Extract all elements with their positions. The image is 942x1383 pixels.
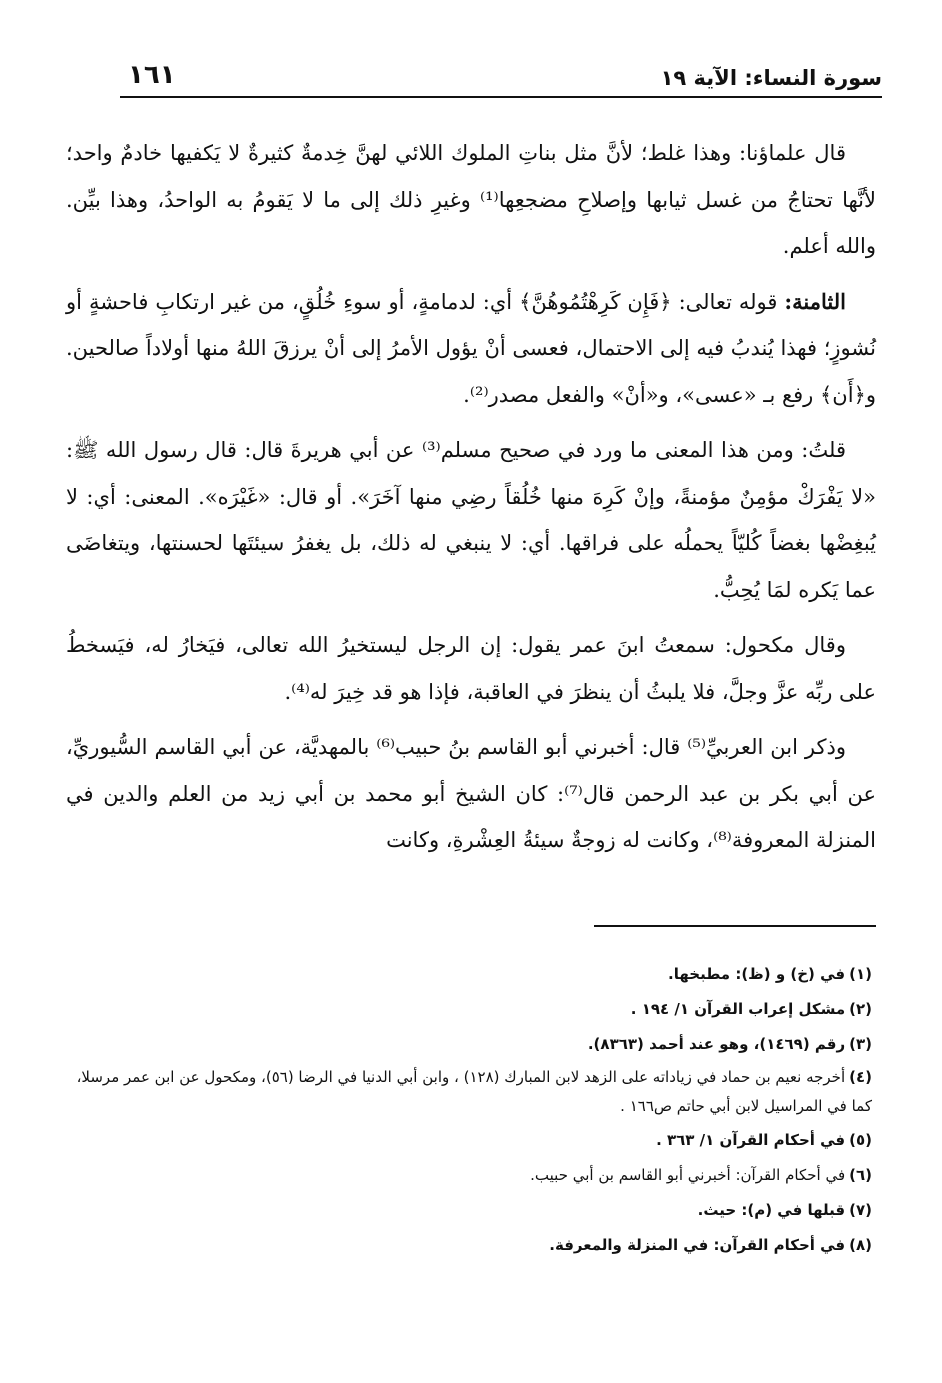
footnote-text: في أحكام القرآن: أخبرني أبو القاسم بن أبي حبيب.: [530, 1166, 846, 1184]
footnote: [66, 1194, 872, 1226]
footnote-marker: (٥): [849, 1131, 872, 1149]
paragraph: [66, 130, 876, 270]
paragraph-text: قلتُ: ومن هذا المعنى ما ورد في صحيح مسلم⁽³⁾ عن أبي هريرةَ قال: قال رسول الله ﷺ: «لا يَفْرَكْ مؤمِنٌ مؤمنةً، وإنْ كَرِهَ منها خُلُقاً رضِي منها آخَرَ». أو قال: «غَيْرَه». المعنى: أي: لا يُبغِضْها بغضاً كُليّاً يحملُه على فراقها. أي: لا ينبغي له ذلك، بل يغفرُ سيئتَها لحسنتها، ويتغاضَى عما يَكره لمَا يُحِبُّ.: [66, 438, 876, 602]
footnote: [66, 993, 872, 1025]
footnote-marker: (٦): [849, 1166, 872, 1184]
footnote: [66, 1124, 872, 1156]
paragraph: [66, 724, 876, 864]
footnote-separator: [594, 925, 876, 927]
footnote-marker: (٢): [849, 1000, 872, 1018]
footnote: [66, 1063, 872, 1121]
footnote-text: رقم (١٤٦٩)، وهو عند أحمد (٨٣٦٣).: [587, 1035, 846, 1053]
paragraph: [66, 427, 876, 613]
paragraph: [66, 622, 876, 715]
footnote: [66, 1229, 872, 1261]
footnote-text: في أحكام القرآن: في المنزلة والمعرفة.: [549, 1236, 846, 1254]
paragraph-text: وقال مكحول: سمعتُ ابنَ عمر يقول: إن الرجل ليستخيرُ الله تعالى، فيَخارُ له، فيَسخطُ على ربِّه عزَّ وجلَّ، فلا يلبثُ أن ينظرَ في العاقبة، فإذا هو قد خِيرَ له⁽⁴⁾.: [66, 633, 876, 704]
paragraph: [66, 279, 876, 419]
footnote-marker: (٣): [849, 1035, 872, 1053]
footnote-text: في أحكام القرآن ١/ ٣٦٣ .: [656, 1131, 846, 1149]
running-header: [120, 56, 882, 98]
main-text: [66, 130, 876, 873]
footnote-text: قبلها في (م): حيث.: [697, 1201, 846, 1219]
footnotes: [66, 958, 872, 1264]
footnote: [66, 1028, 872, 1060]
paragraph-text: وذكر ابن العربيِّ⁽⁵⁾ قال: أخبرني أبو القاسم بنُ حبيب⁽⁶⁾ بالمهديَّة، عن أبي القاسم السُّيوريِّ، عن أبي بكر بن عبد الرحمن قال⁽⁷⁾: كان الشيخ أبو محمد بن أبي زيد من العلم والدين في المنزلة المعروفة⁽⁸⁾، وكانت له زوجةٌ سيئةُ العِشْرةِ، وكانت: [66, 735, 877, 852]
footnote-marker: (٧): [849, 1201, 872, 1219]
footnote-marker: (٨): [849, 1236, 872, 1254]
page-number: ١٦١: [128, 60, 176, 90]
footnote-text: أخرجه نعيم بن حماد في زياداته على الزهد لابن المبارك (١٢٨) ، وابن أبي الدنيا في الرضا (٥٦)، ومكحول عن ابن عمر مرسلا، كما في المراسيل لابن أبي حاتم ص١٦٦ .: [76, 1068, 872, 1115]
paragraph-text: قوله تعالى: ﴿فَإِن كَرِهْتُمُوهُنَّ﴾ أي: لدمامةٍ، أو سوءِ خُلُقٍ، من غير ارتكابِ فاحشةٍ أو نُشوزٍ؛ فهذا يُندبُ فيه إلى الاحتمال، فعسى أنْ يؤول الأمرُ إلى أنْ يرزقَ اللهُ منها أولاداً صالحين. و﴿أَن﴾ رفع بـ «عسى»، و«أنْ» والفعل مصدر⁽²⁾.: [66, 289, 876, 407]
footnote: [66, 958, 872, 990]
footnote-marker: (٤): [849, 1068, 872, 1086]
paragraph-text: قال علماؤنا: وهذا غلط؛ لأنَّ مثل بناتِ الملوك اللائي لهنَّ خِدمةٌ كثيرةٌ لا يَكفيها خادمٌ واحد؛ لأنَّها تحتاجُ من غسل ثيابها وإصلاحِ مضجعِها⁽¹⁾ وغيرِ ذلك إلى ما لا يَقومُ به الواحدُ، وهذا بيِّن. والله أعلم.: [66, 141, 876, 258]
surah-title: سورة النساء: الآية ١٩: [660, 66, 882, 90]
footnote-marker: (١): [849, 965, 872, 983]
footnote-text: مشكل إعراب القرآن ١/ ١٩٤ .: [630, 1000, 846, 1018]
footnote-text: في (خ) و (ظ): مطبخها.: [668, 965, 846, 983]
section-heading: الثامنة:: [784, 288, 846, 314]
footnote: [66, 1159, 872, 1191]
